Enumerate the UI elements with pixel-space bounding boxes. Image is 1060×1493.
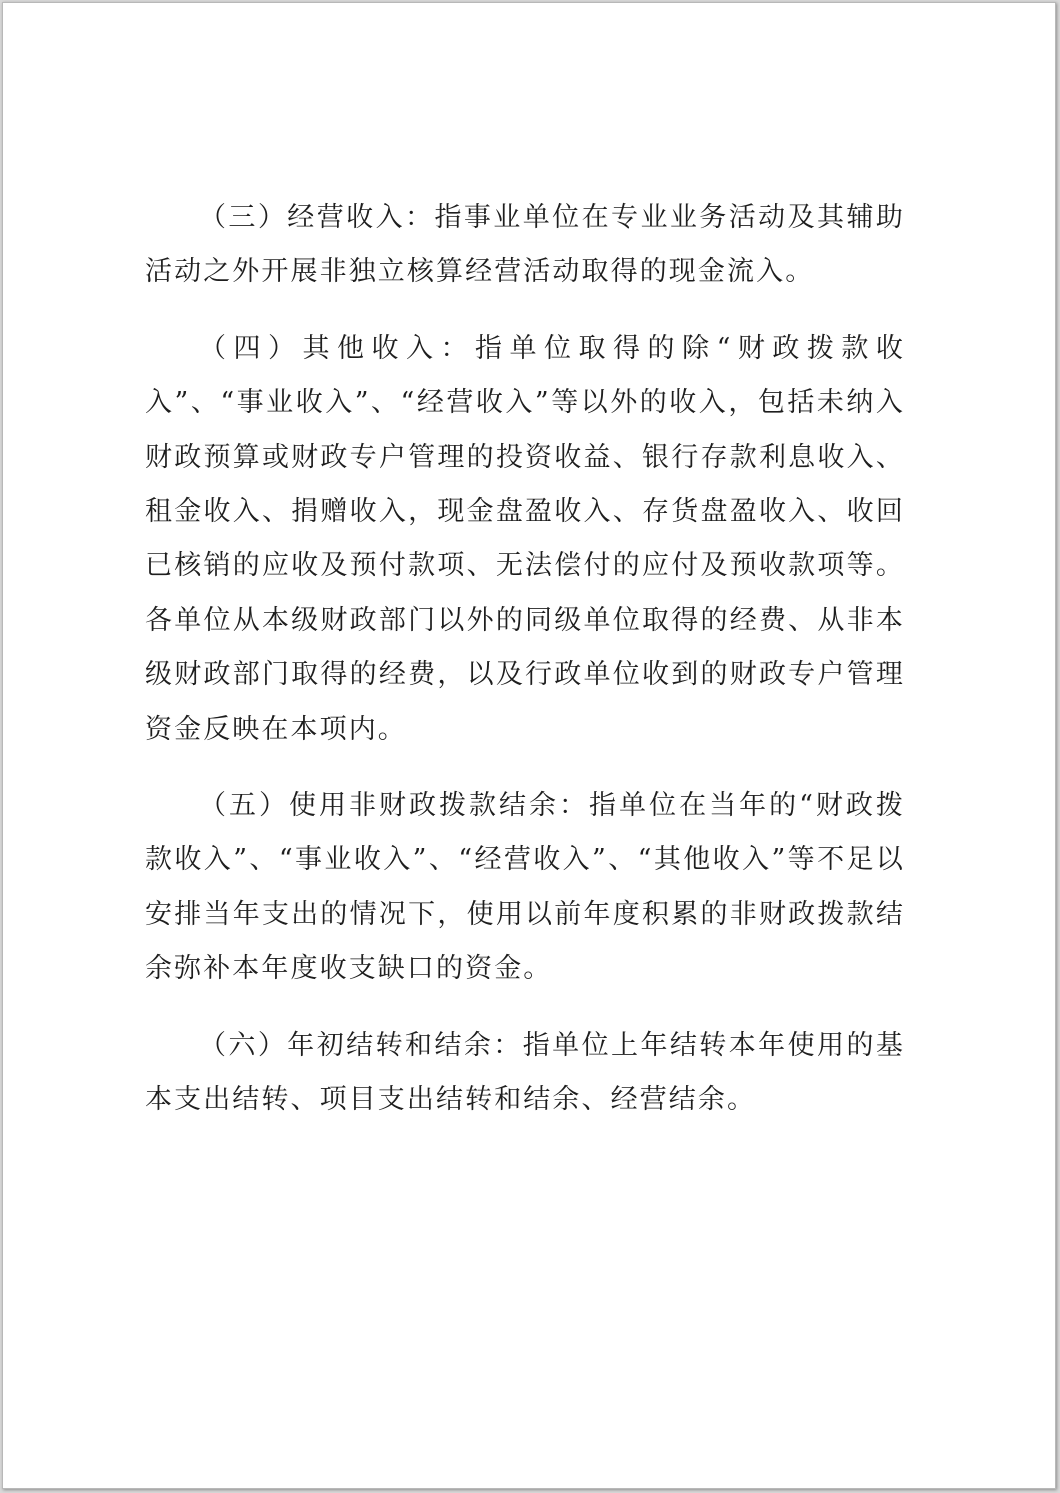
paragraph-other-income: （四）其他收入：指单位取得的除“财政拨款收入”、“事业收入”、“经营收入”等以外的收入，包括未纳入财政预算或财政专户管理的投资收益、银行存款利息收入、租金收入、捐赠收入，现金盘盈收入、存货盘盈收入、收回已核销的应收及预付款项、无法偿付的应付及预收款项等。各单位从本级财政部门以外的同级单位取得的经费、从非本级财政部门取得的经费，以及行政单位收到的财政专户管理资金反映在本项内。: [145, 332, 905, 745]
paragraph-carryover-balance: （六）年初结转和结余：指单位上年结转本年使用的基本支出结转、项目支出结转和结余、经营结余。: [145, 1029, 905, 1116]
document-body: [145, 191, 905, 1150]
document-page: [2, 2, 1056, 1489]
paragraph-operating-income: （三）经营收入：指事业单位在专业业务活动及其辅助活动之外开展非独立核算经营活动取得的现金流入。: [145, 202, 905, 288]
paragraph-non-fiscal-balance: （五）使用非财政拨款结余：指单位在当年的“财政拨款收入”、“事业收入”、“经营收入”、“其他收入”等不足以安排当年支出的情况下，使用以前年度积累的非财政拨款结余弥补本年度收支缺口的资金。: [145, 790, 905, 985]
